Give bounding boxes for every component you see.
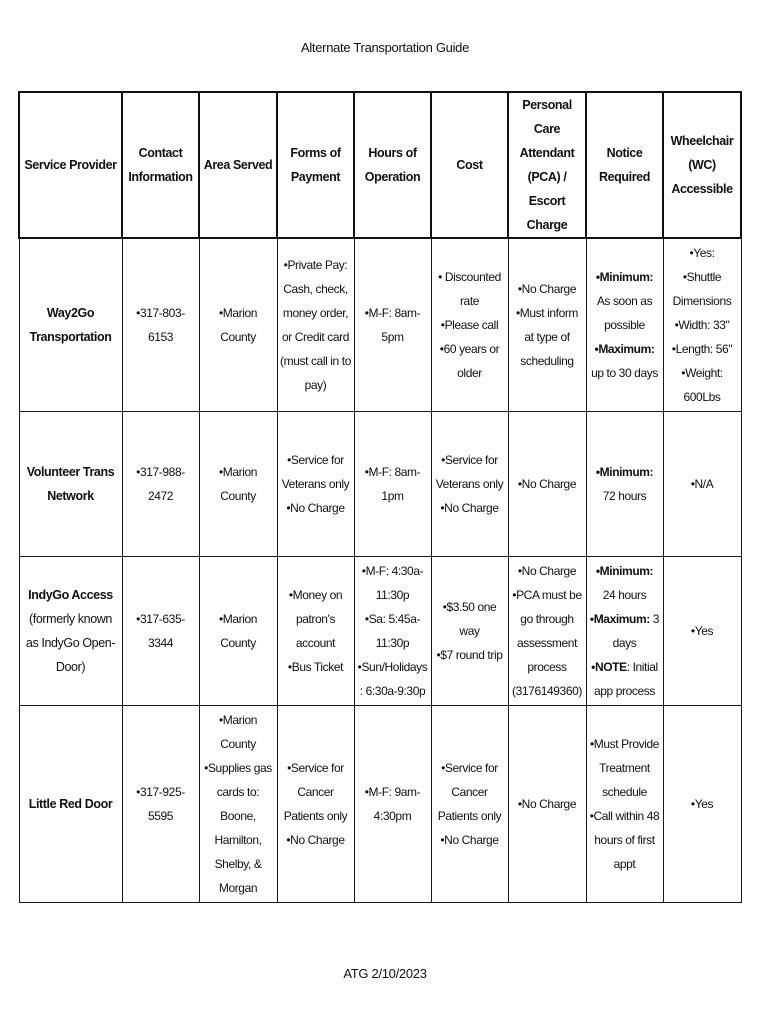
hours-cell [354,238,431,412]
provider-name: Way2Go Transportation [29,306,112,344]
payment-cell-line: •Service for Veterans only [281,453,350,491]
provider-cell [19,238,122,412]
header-forms-of-payment: Forms of Payment [277,92,354,238]
document-footer: ATG 2/10/2023 [343,966,427,981]
pca-cell-line: •No Charge [517,477,577,491]
cost-cell [431,238,508,412]
payment-cell-line: •Private Pay: Cash, check, money order, or Credit card (must call in to pay) [280,258,351,392]
area-cell-line: •Marion County [218,306,258,344]
notice-text: : Initial app process [594,660,658,698]
wheelchair-cell-line: •Shuttle Dimensions [672,270,732,308]
cost-cell-line: •No Charge [440,501,499,515]
notice-text: 72 hours [602,489,647,503]
notice-line [589,655,661,703]
table-row [19,412,741,557]
payment-cell-line: •Service for Cancer Patients only [283,761,348,823]
document-title: Alternate Transportation Guide [300,40,470,55]
header-wheelchair-accessible: Wheelchair (WC) Accessible [663,92,741,238]
area-cell-line: •Marion County [218,465,258,503]
payment-cell [277,706,354,903]
wheelchair-cell-line: •Yes [690,624,714,638]
table-row [19,706,741,903]
wheelchair-cell [663,238,741,412]
pca-cell [508,412,586,557]
table-body [19,238,741,903]
contact-cell: •317-988-2472 [122,412,199,557]
contact-cell: •317-803-6153 [122,238,199,412]
header-notice-required: Notice Required [586,92,663,238]
cost-cell [431,706,508,903]
area-cell [199,412,277,557]
transportation-table [18,91,742,903]
pca-cell-line: •Must inform at type of scheduling [515,306,579,368]
header-pca-escort-charge: Personal Care Attendant (PCA) / Escort Charge [508,92,586,238]
notice-line [589,607,661,655]
pca-cell [508,706,586,903]
hours-cell-line: •Sa: 5:45a-11:30p [364,612,421,650]
area-cell [199,238,277,412]
provider-name: Little Red Door [28,797,113,811]
cost-cell-line: •60 years or older [439,342,500,380]
hours-cell [354,412,431,557]
wheelchair-cell-line: •Width: 33" [674,318,730,332]
notice-cell [586,412,663,557]
table-row [19,238,741,412]
area-cell-line: •Supplies gas cards to: Boone, Hamilton, Shelby, & Morgan [204,761,272,895]
cost-cell-line: •Service for Veterans only [435,453,504,491]
cost-cell-line: •$7 round trip [436,648,503,662]
cost-cell-line: •$3.50 one way [442,600,497,638]
header-cost: Cost [431,92,508,238]
payment-cell [277,557,354,706]
cost-cell-line: •No Charge [440,833,499,847]
cost-cell-line: •Please call [440,318,499,332]
provider-subtitle: (formerly known as IndyGo Open-Door) [25,612,116,674]
notice-line [589,804,661,876]
wheelchair-cell [663,706,741,903]
notice-label: •Maximum: [589,612,650,626]
notice-cell [586,238,663,412]
area-cell-line: •Marion County [218,713,258,751]
notice-line [589,337,661,385]
area-cell-line: •Marion County [218,612,258,650]
hours-cell-line: •M-F: 8am-5pm [364,306,421,344]
notice-text: 3 days [612,612,660,650]
notice-label: •Minimum: [595,564,654,578]
provider-cell [19,706,122,903]
wheelchair-cell-line: •N/A [690,477,714,491]
wheelchair-cell [663,557,741,706]
notice-label: •NOTE [591,660,627,674]
hours-cell-line: •M-F: 4:30a-11:30p [361,564,424,602]
header-hours-of-operation: Hours of Operation [354,92,431,238]
notice-line [589,559,661,607]
header-area-served: Area Served [199,92,277,238]
notice-text: 24 hours [602,588,647,602]
header-contact-information: Contact Information [122,92,199,238]
provider-cell [19,412,122,557]
notice-line [589,460,661,508]
wheelchair-cell-line: •Length: 56" [671,342,733,356]
wheelchair-cell-line: •Yes: [689,246,715,260]
cost-cell [431,412,508,557]
pca-cell [508,557,586,706]
wheelchair-cell-line: •Yes [690,797,714,811]
notice-text: •Call within 48 hours of first appt [589,809,660,871]
contact-cell: •317-925-5595 [122,706,199,903]
notice-text: •Must Provide Treatment schedule [589,737,660,799]
notice-cell [586,706,663,903]
wheelchair-cell [663,412,741,557]
cost-cell [431,557,508,706]
hours-cell-line: •M-F: 9am-4:30pm [364,785,421,823]
hours-cell-line: •Sun/Holidays: 6:30a-9:30p [357,660,428,698]
contact-cell: •317-635-3344 [122,557,199,706]
payment-cell-line: •Money on patron's account [288,588,343,650]
notice-label: •Minimum: [595,465,654,479]
notice-label: •Minimum: [595,270,654,284]
payment-cell-line: •No Charge [286,501,345,515]
pca-cell-line: •No Charge [517,282,577,296]
payment-cell-line: •No Charge [286,833,345,847]
area-cell [199,706,277,903]
hours-cell [354,557,431,706]
area-cell [199,557,277,706]
pca-cell-line: •PCA must be go through assessment process (3176149360) [512,588,582,698]
payment-cell [277,238,354,412]
notice-line [589,732,661,804]
payment-cell-line: •Bus Ticket [287,660,344,674]
notice-text: up to 30 days [591,366,658,380]
cost-cell-line: •Service for Cancer Patients only [437,761,502,823]
notice-cell [586,557,663,706]
provider-cell [19,557,122,706]
notice-line [589,265,661,337]
wheelchair-cell-line: •Weight: 600Lbs [681,366,723,404]
payment-cell [277,412,354,557]
cost-cell-line: • Discounted rate [438,270,501,308]
pca-cell [508,238,586,412]
provider-name: IndyGo Access [28,588,113,602]
pca-cell-line: •No Charge [517,564,577,578]
notice-label: •Maximum: [594,342,655,356]
header-row [19,92,741,238]
header-service-provider: Service Provider [19,92,122,238]
pca-cell-line: •No Charge [517,797,577,811]
provider-name: Volunteer Trans Network [26,465,115,503]
hours-cell-line: •M-F: 8am-1pm [364,465,421,503]
notice-text: As soon as possible [596,294,653,332]
table-row [19,557,741,706]
hours-cell [354,706,431,903]
